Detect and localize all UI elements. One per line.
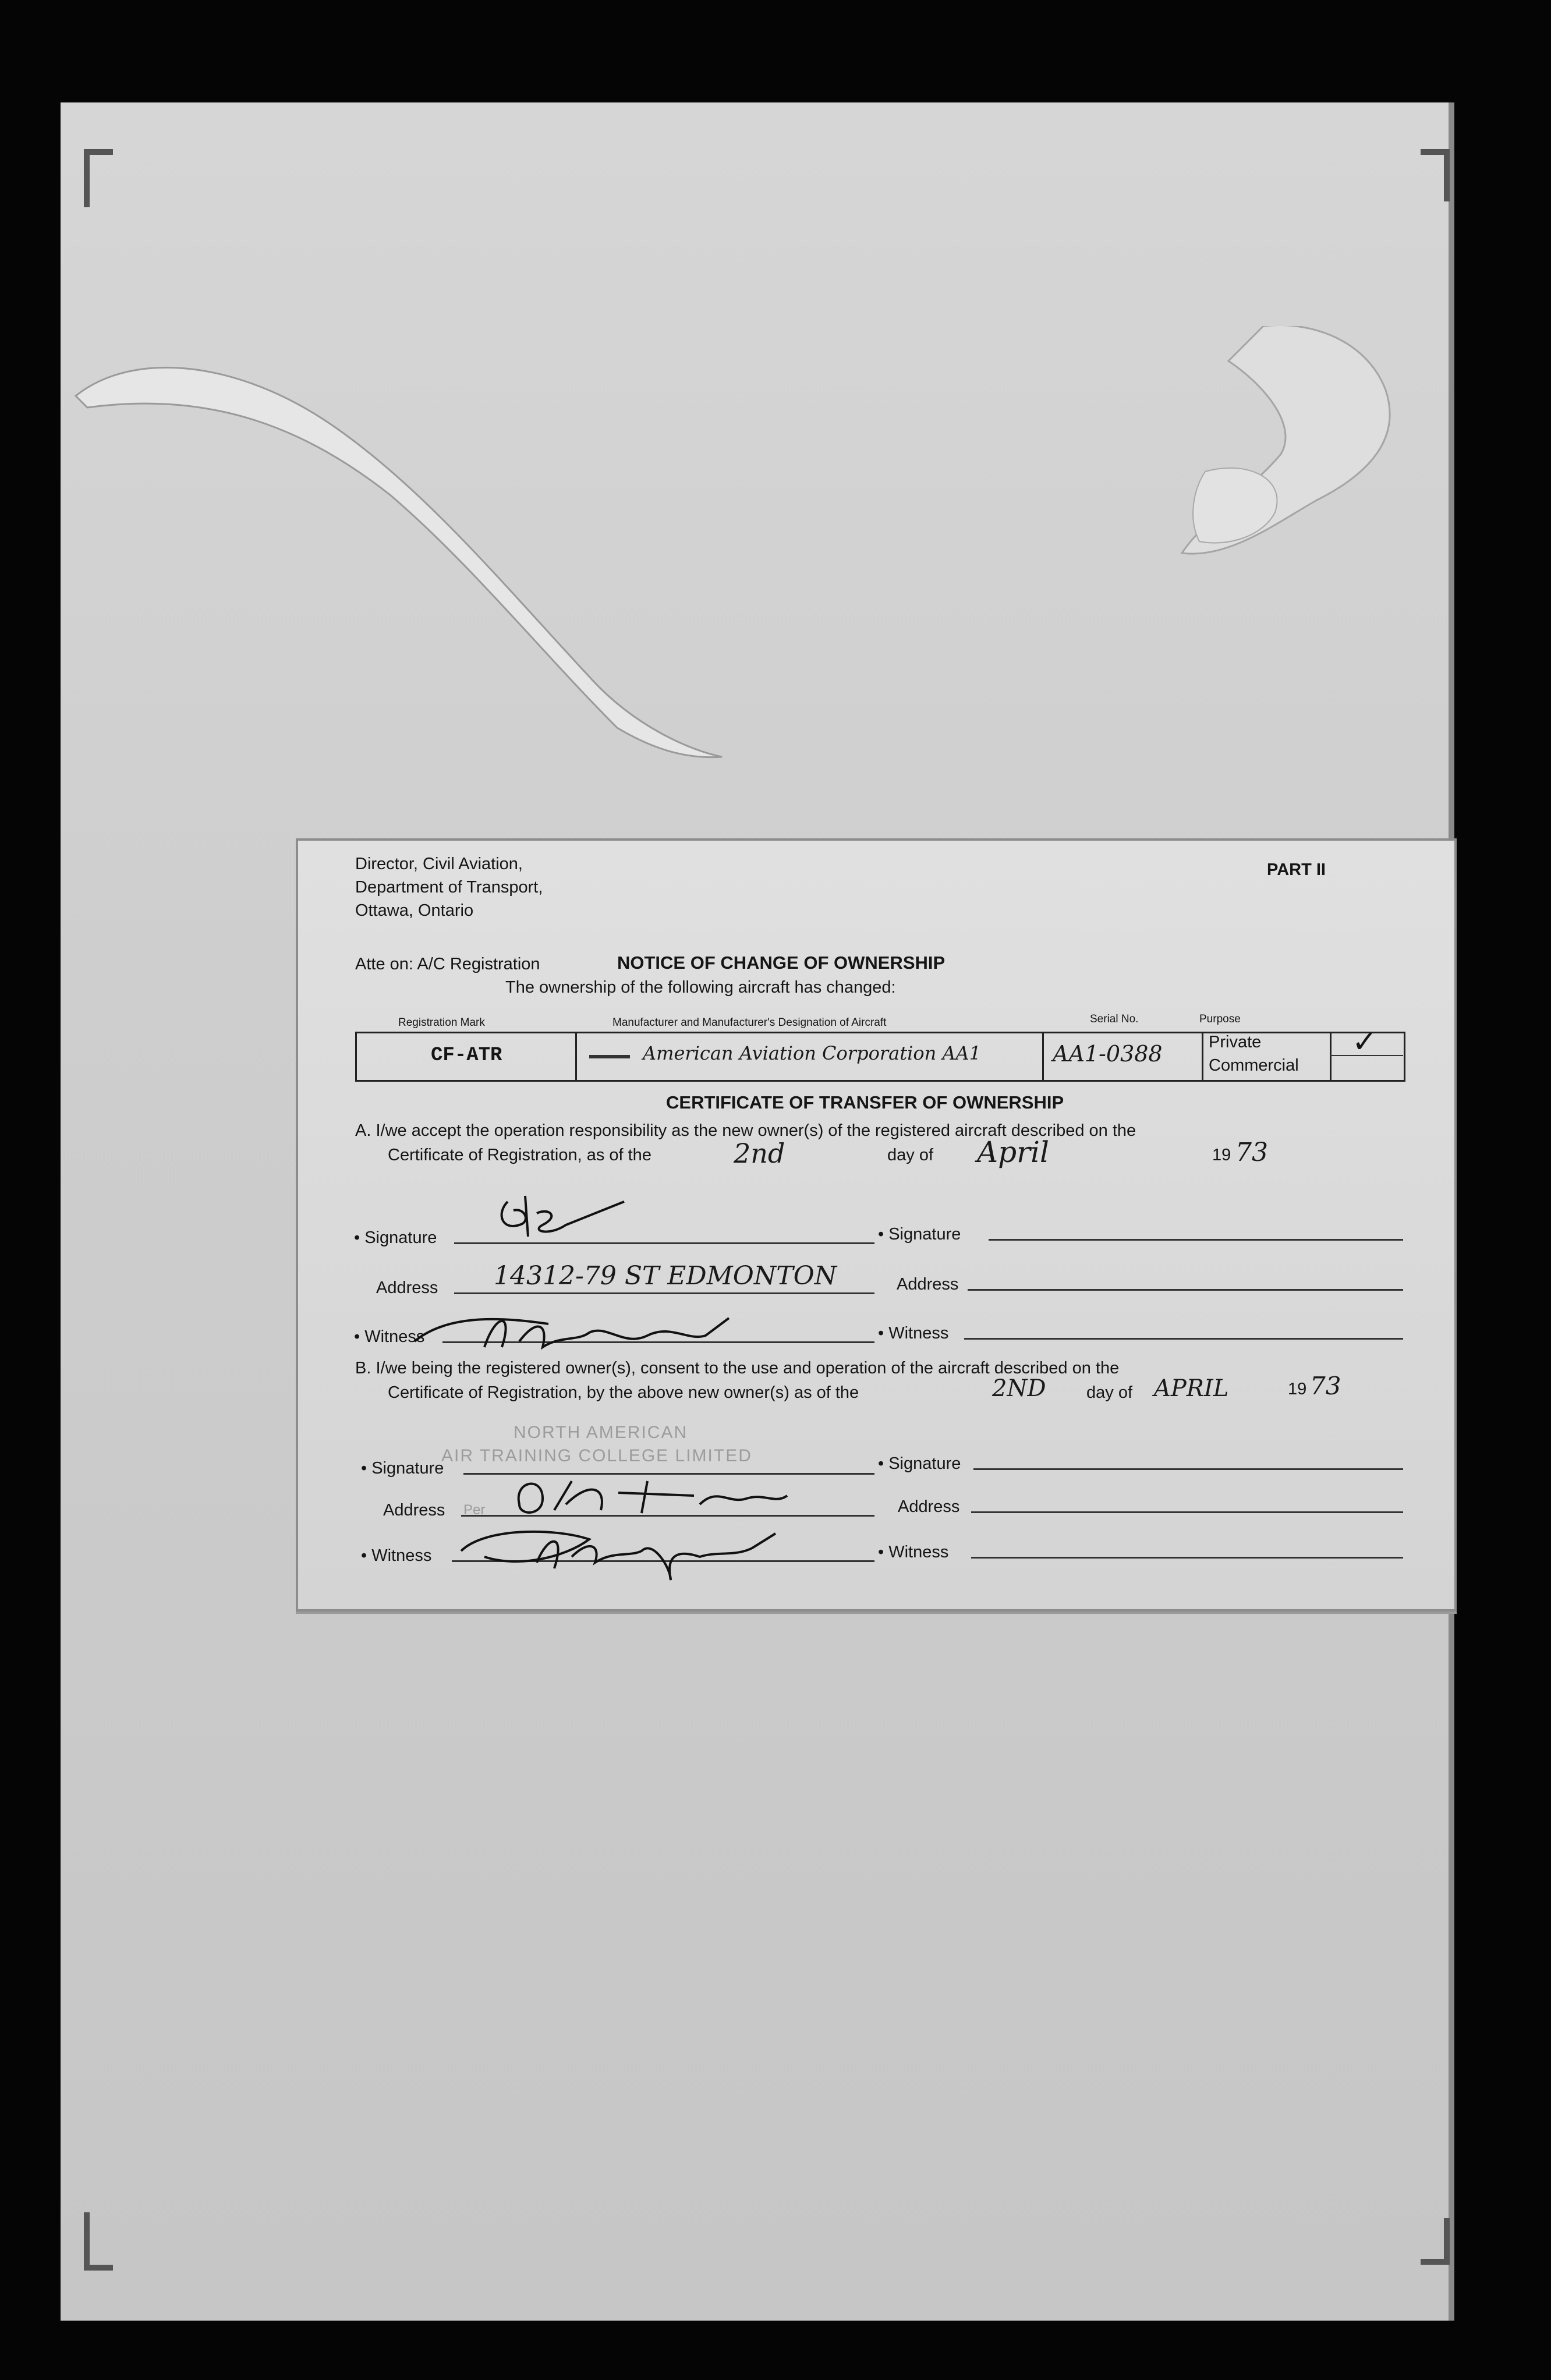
recipient-line-2: Department of Transport,: [355, 878, 543, 897]
strikethrough: [589, 1055, 630, 1058]
section-b-company-signature: [508, 1469, 810, 1522]
section-a-month: April: [977, 1135, 1049, 1169]
change-of-ownership-form: [296, 838, 1457, 1612]
table-divider: [1202, 1032, 1203, 1080]
section-b-address-label-2: Address: [898, 1497, 960, 1516]
section-a-witness-label-2: • Witness: [878, 1324, 949, 1343]
form-subtitle: The ownership of the following aircraft has changed:: [505, 978, 896, 997]
header-registration-mark: Registration Mark: [398, 1017, 485, 1029]
section-b-witness-label-2: • Witness: [878, 1543, 949, 1561]
header-serial-no: Serial No.: [1090, 1013, 1139, 1025]
company-stamp-line1: NORTH AMERICAN: [514, 1423, 688, 1442]
tape-residue-stain: [64, 326, 1450, 792]
part-label: PART II: [1267, 860, 1326, 879]
section-b-witness-line-2[interactable]: [971, 1557, 1403, 1559]
section-b-year-prefix: 19: [1288, 1380, 1307, 1398]
section-a-year-prefix: 19: [1212, 1146, 1231, 1164]
section-a-address-line-2[interactable]: [968, 1289, 1403, 1291]
table-divider: [575, 1032, 577, 1080]
section-a-address-line[interactable]: [454, 1292, 874, 1294]
section-a-text-line1: A. I/we accept the operation responsibility as the new owner(s) of the registered aircraft described on the: [355, 1121, 1136, 1140]
recipient-line-1: Director, Civil Aviation,: [355, 855, 523, 873]
section-a-address-value: 14312-79 ST EDMONTON: [494, 1261, 837, 1291]
purpose-private: Private: [1209, 1033, 1262, 1051]
serial-no-value: AA1-0388: [1053, 1041, 1163, 1067]
section-a-witness-label: • Witness: [354, 1327, 425, 1346]
purpose-commercial: Commercial: [1209, 1056, 1299, 1075]
registration-mark-value: CF-ATR: [431, 1044, 502, 1067]
header-manufacturer: Manufacturer and Manufacturer's Designation of Aircraft: [612, 1017, 887, 1029]
section-b-witness-label: • Witness: [361, 1546, 432, 1565]
section-a-address-label: Address: [376, 1278, 438, 1297]
crop-mark-top-right: [1421, 149, 1450, 201]
section-a-day-of: day of: [887, 1146, 933, 1164]
private-checkmark: ✓: [1352, 1025, 1378, 1060]
section-a-signature: [473, 1190, 659, 1254]
certificate-title: CERTIFICATE OF TRANSFER OF OWNERSHIP: [666, 1092, 1064, 1113]
section-a-text-line2: Certificate of Registration, as of the: [388, 1146, 651, 1164]
section-a-signature-line-2[interactable]: [989, 1239, 1403, 1241]
recipient-line-3: Ottawa, Ontario: [355, 901, 474, 920]
company-stamp-per: Per: [463, 1502, 486, 1518]
section-b-day: 2ND: [992, 1375, 1046, 1402]
crop-mark-bottom-left: [84, 2212, 113, 2271]
form-title: NOTICE OF CHANGE OF OWNERSHIP: [617, 952, 946, 973]
section-a-witness-signature: [403, 1301, 764, 1359]
section-a-address-label-2: Address: [897, 1275, 959, 1294]
section-a-year: 73: [1235, 1138, 1268, 1167]
section-b-address-label: Address: [383, 1501, 445, 1520]
section-a-day: 2nd: [734, 1138, 785, 1169]
section-b-signature-label: • Signature: [361, 1459, 444, 1478]
attention-label: Atte on: A/C Registration: [355, 955, 540, 973]
section-a-signature-label-2: • Signature: [878, 1225, 961, 1244]
header-purpose: Purpose: [1199, 1013, 1241, 1025]
section-b-month: APRIL: [1154, 1375, 1229, 1402]
section-b-address-line-2[interactable]: [971, 1511, 1403, 1513]
section-b-year: 73: [1310, 1372, 1341, 1400]
section-b-text-line1: B. I/we being the registered owner(s), consent to the use and operation of the aircraft described on the: [355, 1359, 1120, 1377]
crop-mark-top-left: [84, 149, 113, 207]
section-b-witness-signature: [449, 1516, 822, 1592]
crop-mark-bottom-right: [1421, 2218, 1450, 2265]
section-b-text-line2: Certificate of Registration, by the above new owner(s) as of the: [388, 1383, 859, 1402]
manufacturer-value: American Aviation Corporation AA1: [643, 1042, 981, 1064]
section-a-signature-label: • Signature: [354, 1228, 437, 1247]
section-b-signature-label-2: • Signature: [878, 1454, 961, 1473]
company-stamp-line2: AIR TRAINING COLLEGE LIMITED: [441, 1446, 752, 1465]
section-b-signature-line-2[interactable]: [973, 1468, 1403, 1470]
section-b-day-of: day of: [1086, 1383, 1132, 1402]
table-divider: [1042, 1032, 1044, 1080]
section-a-witness-line-2[interactable]: [964, 1338, 1403, 1340]
